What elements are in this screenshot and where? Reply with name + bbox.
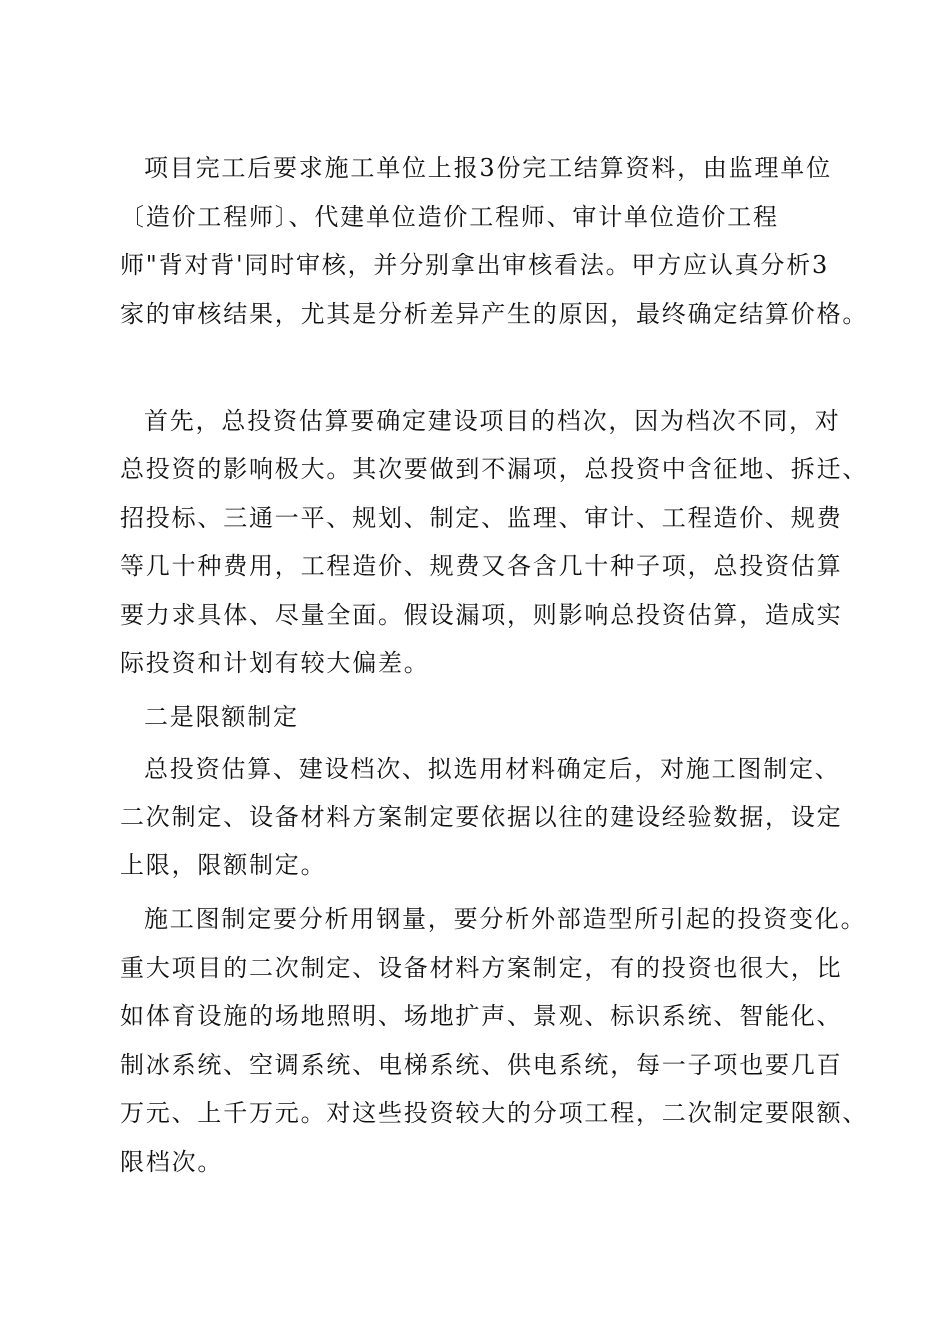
paragraph-2-line-3: 招投标、三通一平、规划、制定、监理、审计、工程造价、规费: [120, 504, 843, 532]
paragraph-4-line-3: 如体育设施的场地照明、场地扩声、景观、标识系统、智能化、: [120, 1002, 843, 1030]
paragraph-1-line-3: 师"背对背'同时审核，并分别拿出审核看法。甲方应认真分析3: [120, 251, 830, 279]
paragraph-4-line-2: 重大项目的二次制定、设备材料方案制定，有的投资也很大，比: [120, 954, 843, 982]
section-heading: 二是限额制定: [144, 703, 299, 731]
paragraph-4-line-5: 万元、上千万元。对这些投资较大的分项工程，二次制定要限额、: [120, 1099, 869, 1127]
paragraph-3-line-1: 总投资估算、建设档次、拟选用材料确定后，对施工图制定、: [144, 755, 841, 783]
paragraph-4-line-4: 制冰系统、空调系统、电梯系统、供电系统，每一子项也要几百: [120, 1051, 843, 1079]
paragraph-1-line-2: 〔造价工程师〕、代建单位造价工程师、审计单位造价工程: [120, 203, 779, 231]
paragraph-3-line-2: 二次制定、设备材料方案制定要依据以往的建设经验数据，设定: [120, 803, 843, 831]
paragraph-2-line-6: 际投资和计划有较大偏差。: [120, 649, 430, 677]
paragraph-2-line-4: 等几十种费用，工程造价、规费又各含几十种子项，总投资估算: [120, 552, 843, 580]
paragraph-4-line-6: 限档次。: [120, 1148, 224, 1176]
paragraph-1-line-4: 家的审核结果，尤其是分析差异产生的原因，最终确定结算价格。: [120, 300, 869, 328]
paragraph-3-line-3: 上限，限额制定。: [120, 851, 327, 879]
paragraph-1-line-1: 项目完工后要求施工单位上报3份完工结算资料，由监理单位: [144, 154, 832, 182]
paragraph-4-line-1: 施工图制定要分析用钢量，要分析外部造型所引起的投资变化。: [144, 905, 867, 933]
paragraph-2-line-5: 要力求具体、尽量全面。假设漏项，则影响总投资估算，造成实: [120, 601, 843, 629]
paragraph-2-line-1: 首先，总投资估算要确定建设项目的档次，因为档次不同，对: [144, 407, 841, 435]
paragraph-2-line-2: 总投资的影响极大。其次要做到不漏项，总投资中含征地、拆迁、: [120, 455, 869, 483]
